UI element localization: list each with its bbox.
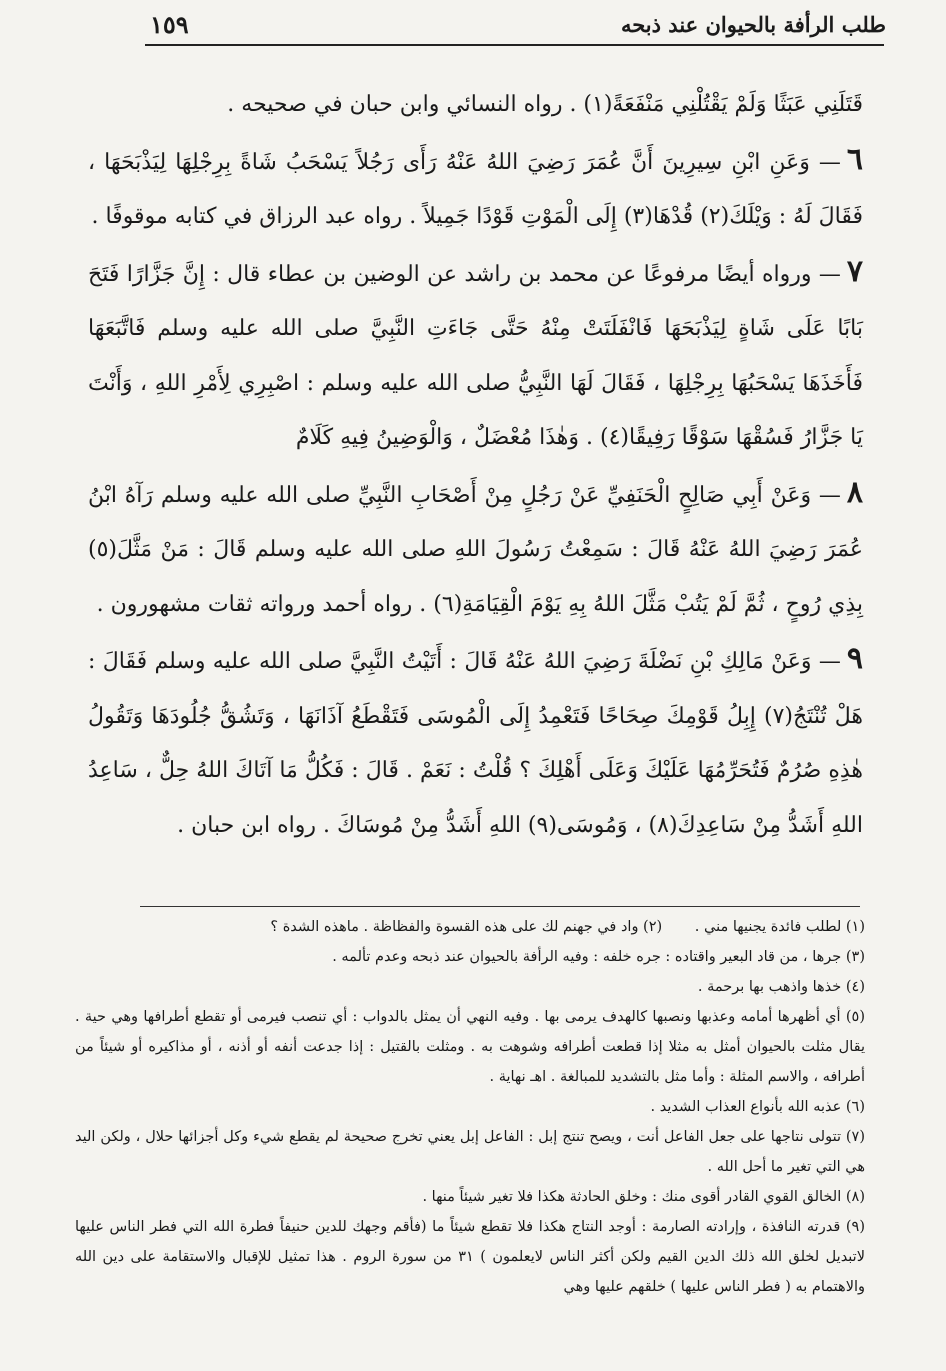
footnote-2: (٢) واد في جهنم لك على هذه القسوة والفظاظة . ماهذه الشدة ؟ [270,919,663,935]
footnote-line [75,912,865,942]
paragraph-text: — وَعَنْ مَالِكِ بْنِ نَضْلَةَ رَضِيَ اللهُ عَنْهُ قَالَ : أَتَيْتُ النَّبِيَّ صلى الله عليه وسلم فَقَالَ : هَلْ تُنْتَجُ(٧) إِبِلُ قَوْمِكَ صِحَاحًا فَتَعْمِدُ إِلَى الْمُوسَى فَتَقْطَعُ آذَانَهَا ، وَتَشُقُّ جُلُودَهَا وَتَقُولُ هٰذِهِ صُرُمٌ فَتُحَرِّمُهَا عَلَيْكَ وَعَلَى أَهْلِكَ ؟ قُلْتُ : نَعَمْ . قَالَ : فَكُلُّ مَا آتَاكَ اللهُ حِلٌّ ، سَاعِدُ اللهِ أَشَدُّ مِنْ سَاعِدِكَ(٨) ، وَمُوسَى(٩) اللهِ أَشَدُّ مِنْ مُوسَاكَ . رواه ابن حبان . [88,649,863,838]
running-title: طلب الرأفة بالحيوان عند ذبحه [620,11,886,37]
hadith-number: ٦ [846,141,863,177]
footnote-9: (٩) قدرته النافذة ، وإرادته الصارمة : أوجد النتاج هكذا فلا تقطع شيئاً ما (فأقم وجهك للدين حنيفاً فطرة الله التي فطر الناس عليها لاتبديل لخلق الله ذلك الدين القيم ولكن أكثر الناس لايعلمون ) ٣١ من سورة الروم . هذا تمثيل للإقبال والاستقامة على دين الله والاهتمام به ( فطر الناس عليها ) خلقهم عليها وهي [75,1219,866,1295]
hadith-number: ٧ [846,253,863,289]
header-rule [145,44,884,46]
footnote-1: (١) لطلب فائدة يجنيها مني . [694,919,865,935]
footnote-4: (٤) خذها واذهب بها برحمة . [697,979,865,995]
footnote-3: (٣) جرها ، من قاد البعير واقتاده : جره خلفه : وفيه الرأفة بالحيوان عند ذبحه وعدم تألمه . [332,949,865,965]
paragraph-8 [88,466,863,633]
paragraph-text: — ورواه أيضًا مرفوعًا عن محمد بن راشد عن الوضين بن عطاء قال : إِنَّ جَزَّارًا فَتَحَ بَابًا عَلَى شَاةٍ لِيَذْبَحَهَا فَانْفَلَتَتْ مِنْهُ حَتَّى جَاءَتِ النَّبِيَّ صلى الله عليه وسلم فَاتَّبَعَهَا فَأَخَذَهَا يَسْحَبُهَا بِرِجْلِهَا ، فَقَالَ لَهَا النَّبِيُّ صلى الله عليه وسلم : اصْبِرِي لِأَمْرِ اللهِ ، وَأَنْتَ يَا جَزَّارُ فَسُقْهَا سَوْقًا رَفِيقًا(٤) . وَهٰذَا مُعْضَلٌ ، وَالْوَضِينُ فِيهِ كَلَامٌ [88,261,863,450]
footnote-7: (٧) تتولى نتاجها على جعل الفاعل أنت ، ويصح تنتج إبل : الفاعل إبل يعني تخرج صحيحة لم يقطع شيء وكل أجزائها حلال ، ولكن اليد هي التي تغير ما أحل الله . [75,1129,865,1175]
paragraph-5-continuation [88,78,863,133]
paragraph-text: — وَعَنْ أَبِي صَالِحٍ الْحَنَفِيِّ عَنْ رَجُلٍ مِنْ أَصْحَابِ النَّبِيِّ صلى الله عليه وسلم رَآهُ ابْنُ عُمَرَ رَضِيَ اللهُ عَنْهُ قَالَ : سَمِعْتُ رَسُولَ اللهِ صلى الله عليه وسلم قَالَ : مَنْ مَثَّلَ(٥) بِذِي رُوحٍ ، ثُمَّ لَمْ يَتُبْ مَثَّلَ اللهُ بِهِ يَوْمَ الْقِيَامَةِ(٦) . رواه أحمد ورواته ثقات مشهورون . [88,482,863,617]
footnote-6: (٦) عذبه الله بأنواع العذاب الشديد . [650,1099,865,1115]
paragraph-text: — وَعَنِ ابْنِ سِيرِينَ أَنَّ عُمَرَ رَضِيَ اللهُ عَنْهُ رَأَى رَجُلاً يَسْحَبُ شَاةً بِرِجْلِهَا لِيَذْبَحَهَا ، فَقَالَ لَهُ : وَيْلَكَ(٢) قُدْهَا(٣) إِلَى الْمَوْتِ قَوْدًا جَمِيلاً . رواه عبد الرزاق في كتابه موقوفًا . [88,149,863,229]
footnote-separator [140,906,860,907]
paragraph-6 [88,133,863,245]
footnote-8: (٨) الخالق القوي القادر أقوى منك : وخلق الحادثة هكذا فلا تغير شيئاً منها . [422,1189,865,1205]
page-number: ١٥٩ [150,9,189,39]
main-text [88,78,863,853]
footnote-5: (٥) أي أظهرها أمامه وعذبها ونصبها كالهدف يرمى بها . وفيه النهي أن يمثل بالدواب : أي تنصب فيرمى أو تقطع أطرافها وهي حية . يقال مثلت بالحيوان أمثل به مثلا إذا قطعت أطرافه وشوهت به . ومثلت بالقتيل : إذا جدعت أنفه أو أذنه ، أو مذاكيره أو شيئاً من أطرافه ، والاسم المثلة : وأما مثل بالتشديد للمبالغة . اهـ نهاية . [75,1009,865,1085]
paragraph-7 [88,245,863,466]
hadith-number: ٩ [846,641,863,676]
paragraph-9 [88,632,863,853]
hadith-number: ٨ [846,474,863,510]
footnotes [75,912,865,1302]
running-header [150,4,886,44]
paragraph-text: قَتَلَنِي عَبَثًا وَلَمْ يَقْتُلْنِي مَنْفَعَةً(١) . رواه النسائي وابن حبان في صحيحه . [227,92,863,117]
